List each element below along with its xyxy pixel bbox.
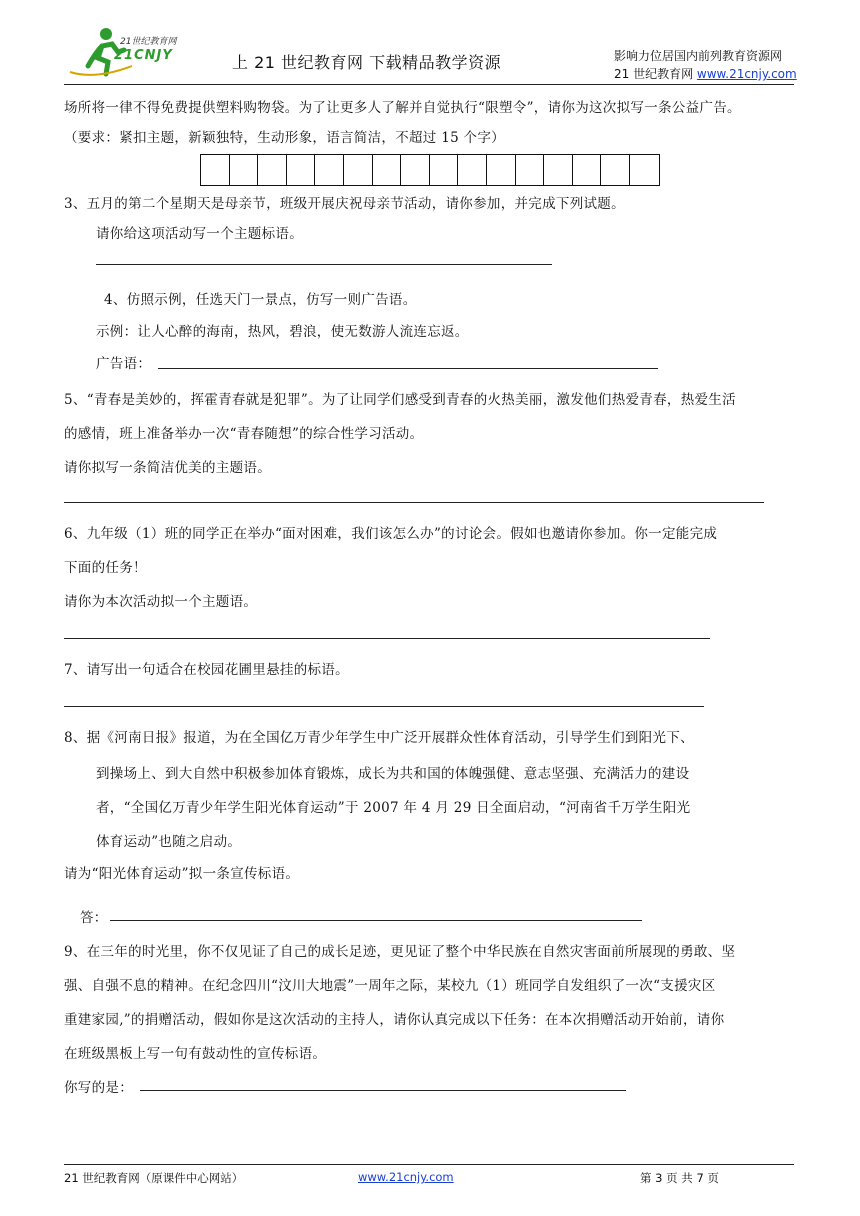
q8-text-line1: 8、据《河南日报》报道，为在全国亿万青少年学生中广泛开展群众性体育活动，引导学生们到阳光下、 <box>64 730 694 746</box>
q8-text-line2: 到操场上、到大自然中积极参加体育锻炼，成长为共和国的体魄强健、意志坚强、充满活力的建设 <box>96 766 690 782</box>
footer-divider <box>64 1164 794 1165</box>
header-site-link[interactable]: www.21cnjy.com <box>696 67 797 81</box>
q2-text-line2: （要求：紧扣主题，新颖独特，生动形象，语言简洁，不超过 15 个字） <box>64 130 505 146</box>
q4-text-line1: 4、仿照示例，任选天门一景点，仿写一则广告语。 <box>104 292 417 308</box>
answer-box-cell[interactable] <box>373 155 402 185</box>
q9-text-line4: 在班级黑板上写一句有鼓动性的宣传标语。 <box>64 1046 327 1062</box>
q5-text-line2: 的感情，班上准备举办一次“青春随想”的综合性学习活动。 <box>64 426 424 442</box>
q4-answer-line[interactable] <box>158 368 658 369</box>
answer-box-cell[interactable] <box>258 155 287 185</box>
q3-answer-line[interactable] <box>96 264 552 265</box>
answer-box-cell[interactable] <box>344 155 373 185</box>
footer-page-number: 第 3 页 共 7 页 <box>640 1171 719 1185</box>
q7-text-line1: 7、请写出一句适合在校园花圃里悬挂的标语。 <box>64 662 349 678</box>
q4-answer-label: 广告语： <box>96 356 152 372</box>
q8-text-line4: 体育运动”也随之启动。 <box>96 834 242 850</box>
q8-answer-label: 答： <box>80 910 108 926</box>
answer-box-cell[interactable] <box>516 155 545 185</box>
q8-text-line3: 者，“全国亿万青少年学生阳光体育运动”于 2007 年 4 月 29 日全面启动，“河南省千万学生阳光 <box>96 800 691 816</box>
answer-box-cell[interactable] <box>458 155 487 185</box>
q3-text-line2: 请你给这项活动写一个主题标语。 <box>96 226 303 242</box>
answer-box-cell[interactable] <box>315 155 344 185</box>
q9-answer-line[interactable] <box>140 1090 626 1091</box>
q9-text-line1: 9、在三年的时光里，你不仅见证了自己的成长足迹，更见证了整个中华民族在自然灾害面前所展现的勇敢、坚 <box>64 944 736 960</box>
q7-answer-line[interactable] <box>64 706 704 707</box>
q6-text-line2: 下面的任务！ <box>64 560 147 576</box>
q2-text-line1: 场所将一律不得免费提供塑料购物袋。为了让更多人了解并自觉执行“限塑令”，请你为这次拟写一条公益广告。 <box>64 100 741 116</box>
q8-text-line5: 请为“阳光体育运动”拟一条宣传标语。 <box>64 866 300 882</box>
answer-box-cell[interactable] <box>401 155 430 185</box>
answer-box-cell[interactable] <box>430 155 459 185</box>
q5-text-line3: 请你拟写一条简洁优美的主题语。 <box>64 460 271 476</box>
answer-box-grid[interactable] <box>200 154 660 186</box>
site-logo <box>66 22 178 80</box>
answer-box-cell[interactable] <box>630 155 659 185</box>
footer-site-link[interactable]: www.21cnjy.com <box>358 1170 454 1184</box>
q5-answer-line[interactable] <box>64 502 764 503</box>
answer-box-cell[interactable] <box>573 155 602 185</box>
q6-text-line1: 6、九年级（1）班的同学正在举办“面对困难，我们该怎么办”的讨论会。假如也邀请你参加。你一定能完成 <box>64 526 718 542</box>
answer-box-cell[interactable] <box>601 155 630 185</box>
answer-box-cell[interactable] <box>230 155 259 185</box>
header-site-prefix: 21 世纪教育网 <box>614 67 697 81</box>
answer-box-cell[interactable] <box>287 155 316 185</box>
header-site <box>614 65 797 82</box>
answer-box-cell[interactable] <box>201 155 230 185</box>
q9-text-line3: 重建家园,”的捐赠活动，假如你是这次活动的主持人，请你认真完成以下任务：在本次捐赠活动开始前，请你 <box>64 1012 725 1028</box>
logo-text-en: 21CNJY <box>114 48 173 63</box>
q4-example: 示例：让人心醉的海南，热风，碧浪，使无数游人流连忘返。 <box>96 324 469 340</box>
q9-text-line2: 强、自强不息的精神。在纪念四川“汶川大地震”一周年之际，某校九（1）班同学自发组织了一次“支援灾区 <box>64 978 716 994</box>
q6-answer-line[interactable] <box>64 638 710 639</box>
logo-text-cn: 21世纪教育网 <box>120 37 177 47</box>
footer-site-name: 21 世纪教育网（原课件中心网站） <box>64 1171 244 1185</box>
q5-text-line1: 5、“青春是美妙的，挥霍青春就是犯罪”。为了让同学们感受到青春的火热美丽，激发他们热爱青春，热爱生活 <box>64 392 736 408</box>
q8-answer-line[interactable] <box>110 920 642 921</box>
header-divider <box>64 84 794 85</box>
answer-box-cell[interactable] <box>487 155 516 185</box>
q6-text-line3: 请你为本次活动拟一个主题语。 <box>64 594 258 610</box>
q9-answer-label: 你写的是： <box>64 1080 133 1096</box>
header-title: 上 21 世纪教育网 下载精品教学资源 <box>232 53 502 72</box>
answer-box-cell[interactable] <box>544 155 573 185</box>
header-tagline: 影响力位居国内前列教育资源网 <box>614 49 783 63</box>
q3-text-line1: 3、五月的第二个星期天是母亲节，班级开展庆祝母亲节活动，请你参加，并完成下列试题。 <box>64 196 625 212</box>
